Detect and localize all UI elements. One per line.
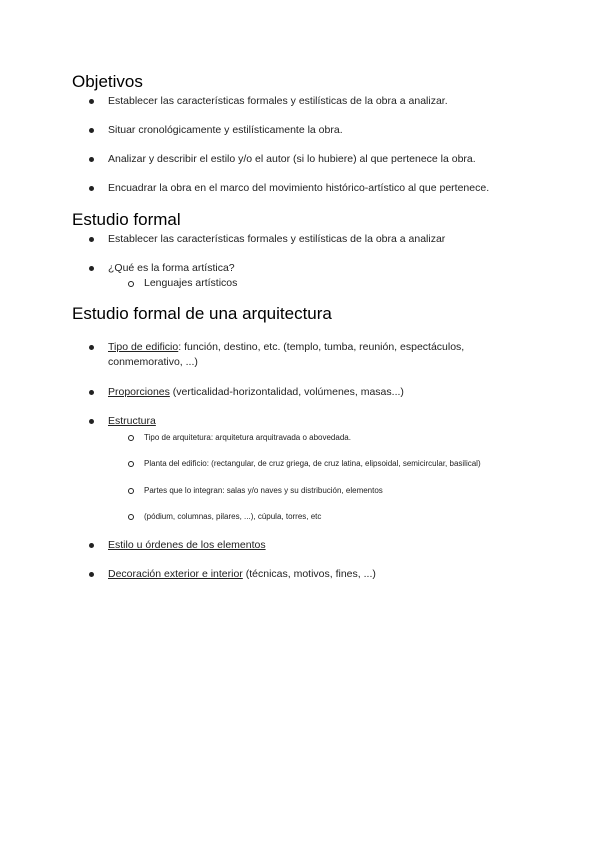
heading-estudio-formal: Estudio formal — [72, 210, 181, 229]
list-subitem-text: (pódium, columnas, pilares, ...), cúpula, torres, etc — [144, 512, 322, 521]
link-estructura[interactable]: Estructura — [108, 415, 156, 427]
list-subitem-text: Planta del edificio: (rectangular, de cruz griega, de cruz latina, elipsoidal, semicircular, basilical) — [144, 459, 481, 468]
hollow-bullet-icon — [128, 435, 134, 441]
list-item-text: Encuadrar la obra en el marco del movimiento histórico-artístico al que pertenece. — [108, 182, 490, 194]
bullet-icon — [89, 419, 94, 424]
bullet-icon — [89, 390, 94, 395]
bullet-icon — [89, 99, 94, 104]
bullet-icon — [89, 128, 94, 133]
list-subitem-text: Lenguajes artísticos — [144, 277, 238, 289]
link-estilo[interactable]: Estilo u órdenes de los elementos — [108, 539, 266, 551]
list-item-text — [108, 567, 376, 582]
bullet-icon — [89, 345, 94, 350]
hollow-bullet-icon — [128, 281, 134, 287]
list-subitem-text: Partes que lo integran: salas y/o naves y su distribución, elementos — [144, 486, 383, 495]
heading-objetivos: Objetivos — [72, 72, 143, 91]
list-item-text: Analizar y describir el estilo y/o el autor (si lo hubiere) al que pertenece la obra. — [108, 153, 476, 165]
bullet-icon — [89, 157, 94, 162]
decoracion-description: (técnicas, motivos, fines, ...) — [242, 568, 376, 580]
hollow-bullet-icon — [128, 514, 134, 520]
list-item-text: ¿Qué es la forma artística? — [108, 262, 235, 274]
bullet-icon — [89, 186, 94, 191]
link-decoracion[interactable]: Decoración exterior e interior — [108, 568, 243, 580]
tipo-description: : función, destino, etc. (templo, tumba, reunión, espectáculos, conmemorativo, ...) — [108, 341, 465, 368]
hollow-bullet-icon — [128, 488, 134, 494]
list-item-text: Establecer las características formales y estilísticas de la obra a analizar. — [108, 95, 448, 107]
bullet-icon — [89, 266, 94, 271]
bullet-icon — [89, 237, 94, 242]
link-tipo-edificio[interactable]: Tipo de edificio — [108, 341, 179, 353]
list-item-text — [108, 340, 508, 370]
list-item-text — [108, 385, 404, 400]
proporciones-description: (verticalidad-horizontalidad, volúmenes, masas...) — [169, 386, 404, 398]
bullet-icon — [89, 543, 94, 548]
hollow-bullet-icon — [128, 461, 134, 467]
list-item-text: Situar cronológicamente y estilísticamente la obra. — [108, 124, 343, 136]
link-proporciones[interactable]: Proporciones — [108, 386, 170, 398]
list-subitem-text: Tipo de arquitetura: arquitetura arquitravada o abovedada. — [144, 433, 351, 442]
bullet-icon — [89, 572, 94, 577]
list-item-text: Establecer las características formales y estilísticas de la obra a analizar — [108, 233, 446, 245]
heading-arquitectura: Estudio formal de una arquitectura — [72, 304, 332, 323]
